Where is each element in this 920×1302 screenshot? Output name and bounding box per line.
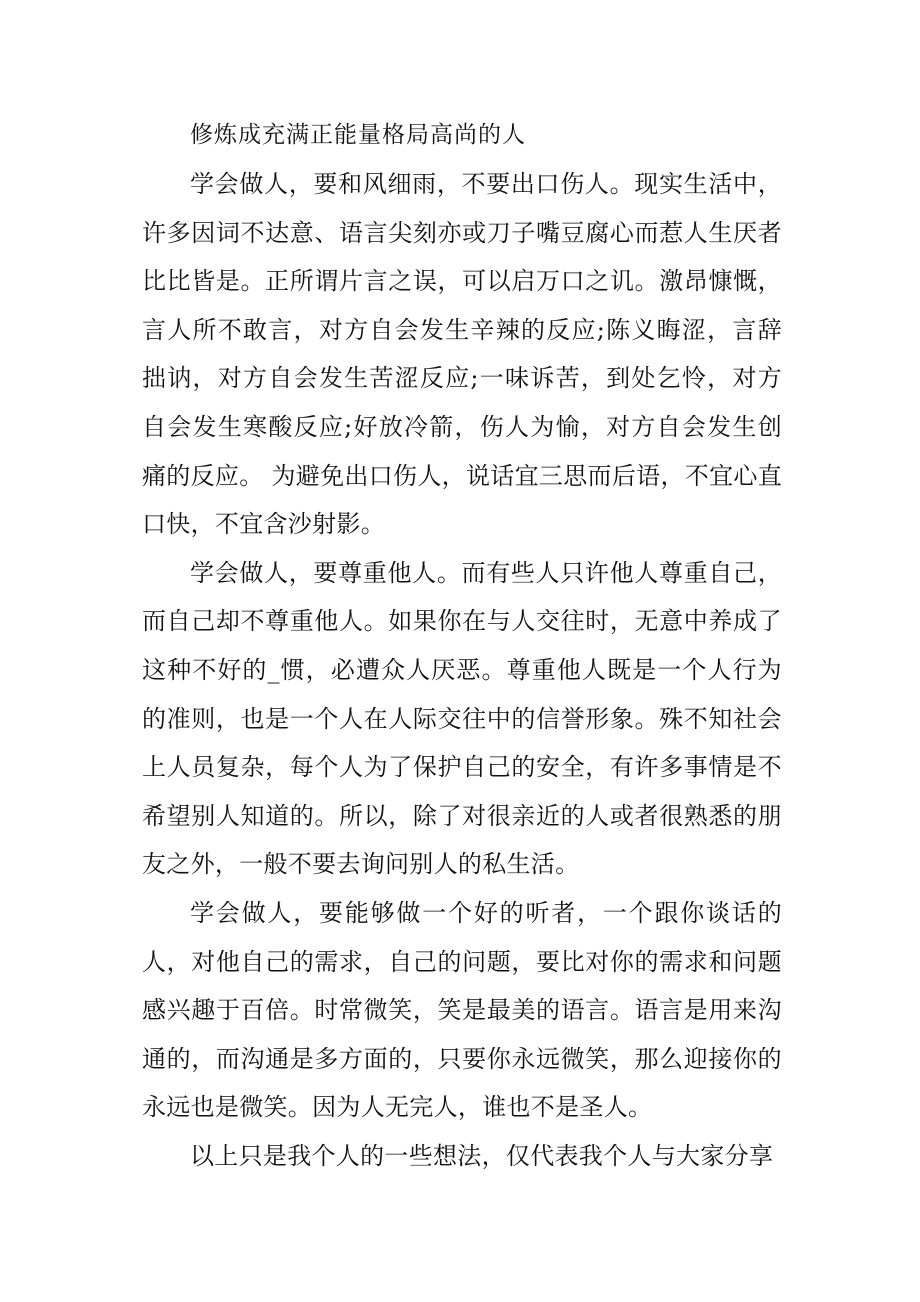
paragraph-speech-etiquette: 学会做人，要和风细雨，不要出口伤人。现实生活中，许多因词不达意、语言尖刻亦或刀子嘴豆腐心而惹人生厌者比比皆是。正所谓片言之误，可以启万口之讥。激昂慷慨，言人所不敢言，对方自会发生辛辣的反应;陈义晦涩，言辞拙讷，对方自会发生苦涩反应;一味诉苦，到处乞怜，对方自会发生寒酸反应;好放冷箭，伤人为愉，对方自会发生创痛的反应。 为避免出口伤人，说话宜三思而后语，不宜心直口快，不宜含沙射影。 — [142, 170, 782, 539]
paragraph-good-listener: 学会做人，要能够做一个好的听者，一个跟你谈话的人，对他自己的需求，自己的问题，要比对你的需求和问题感兴趣于百倍。时常微笑，笑是最美的语言。语言是用来沟通的，而沟通是多方面的，只要你永远微笑，那么迎接你的永远也是微笑。因为人无完人，谁也不是圣人。 — [142, 898, 782, 1122]
paragraph-respect-others: 学会做人，要尊重他人。而有些人只许他人尊重自己，而自己却不尊重他人。如果你在与人交往时，无意中养成了这种不好的_惯，必遭众人厌恶。尊重他人既是一个人行为的准则，也是一个人在人际交往中的信誉形象。殊不知社会上人员复杂，每个人为了保护自己的安全，有许多事情是不希望别人知道的。所以，除了对很亲近的人或者很熟悉的朋友之外，一般不要去询问别人的私生活。 — [142, 558, 782, 879]
document-body — [142, 110, 782, 1180]
paragraph-closing: 以上只是我个人的一些想法，仅代表我个人与大家分享 — [190, 1141, 774, 1170]
document-title: 修炼成充满正能量格局高尚的人 — [190, 122, 526, 148]
